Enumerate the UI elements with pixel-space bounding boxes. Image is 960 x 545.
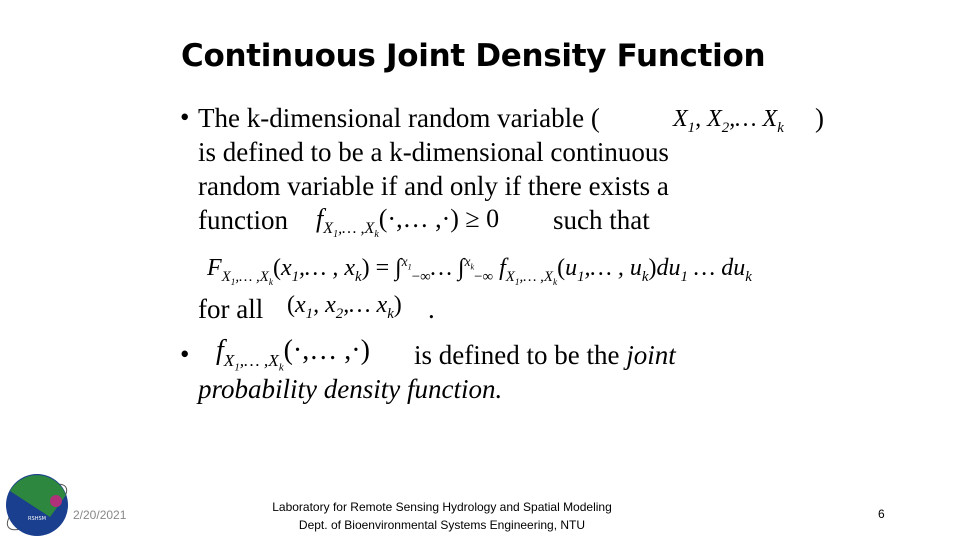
logo-text: RSHSM xyxy=(28,516,46,522)
math-cdf-equation: $F_{X_1,\dots ,X_k}(x_1,\dots$ , $x_k$) = ∫$^{x_1}_{-\infty}$… ∫$^{x_k}_{-\infty}$ $f_{X_1,\dots ,X_k}(u_1,\dots$ , $u_k)du_1$ … $du_k$ xyxy=(207,254,752,287)
bullet2-line1-post: is defined to be the joint xyxy=(414,340,676,370)
footer-date: 2/20/2021 xyxy=(73,508,127,522)
bullet1-line5-post: . xyxy=(428,294,435,324)
bullet1-line4-post: such that xyxy=(553,205,650,235)
bullet1-line5-pre: for all xyxy=(198,294,264,324)
bullet2-emphasis-joint: joint xyxy=(626,340,676,370)
math-vector: $X_1$, $X_2,\dots$ $X_k$ xyxy=(673,106,784,136)
bullet-marker: • xyxy=(180,339,190,369)
bullet1-line4-pre: function xyxy=(198,205,288,235)
math-args: ($x_1$, $x_2,\dots$ $x_k$) xyxy=(287,292,402,322)
footer-lab-line1: Laboratory for Remote Sensing Hydrology and Spatial Modeling xyxy=(272,500,612,514)
math-density-condition: $f_{X_1,\dots ,X_k}(\cdot,\dots$ ,·) ≥ 0 xyxy=(316,204,500,241)
bullet-marker: • xyxy=(180,102,190,132)
bullet1-line3: random variable if and only if there exists a xyxy=(198,171,669,201)
math-density: $f_{X_1,\dots ,X_k}(\cdot,\dots$ ,·) xyxy=(216,335,370,374)
footer-lab-line2: Dept. of Bioenvironmental Systems Engineering, NTU xyxy=(298,518,586,532)
bullet2-line2: probability density function. xyxy=(198,374,503,404)
bullet1-line1: The k-dimensional random variable ( xyxy=(198,103,600,133)
bullet1-close-paren: ) xyxy=(815,103,824,133)
page-number: 6 xyxy=(878,507,885,521)
lab-logo xyxy=(0,455,76,545)
slide-title: Continuous Joint Density Function xyxy=(181,38,766,74)
bullet1-line2: is defined to be a k-dimensional continuous xyxy=(198,137,669,167)
footer-lab-name xyxy=(230,498,654,534)
